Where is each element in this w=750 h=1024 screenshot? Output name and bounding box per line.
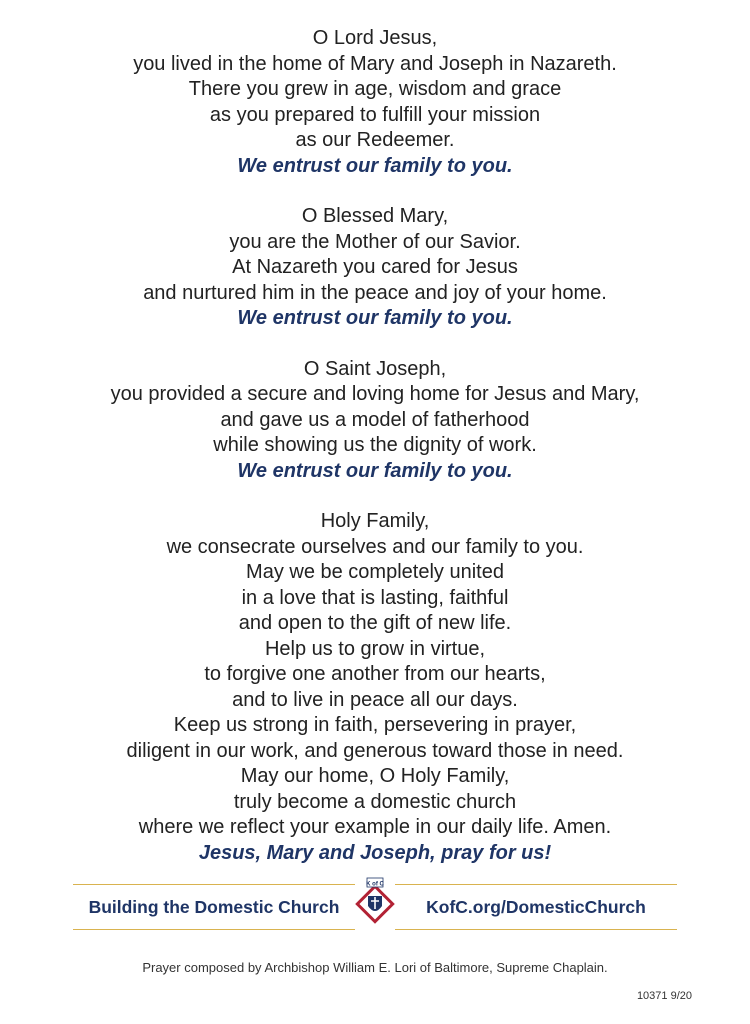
prayer-text (0, 26, 750, 891)
prayer-line: and gave us a model of fatherhood (220, 408, 530, 431)
prayer-line: and to live in peace all our days. (232, 688, 518, 711)
banner-website-link[interactable]: KofC.org/DomesticChurch (395, 884, 677, 930)
refrain-line: We entrust our family to you. (237, 154, 513, 177)
prayer-line: O Blessed Mary, (301, 205, 449, 227)
prayer-line: where we reflect your example in our daily life. Amen. (138, 816, 612, 838)
stanza-saint-joseph (0, 357, 750, 485)
emblem-letters: K of C (366, 881, 384, 888)
document-code: 10371 9/20 (636, 990, 692, 1002)
prayer-line: truly become a domestic church (233, 790, 517, 813)
prayer-line: you are the Mother of our Savior. (229, 230, 521, 253)
prayer-line: Keep us strong in faith, persevering in prayer, (173, 714, 577, 736)
prayer-line: O Saint Joseph, (303, 357, 447, 380)
prayer-line: At Nazareth you cared for Jesus (232, 256, 518, 278)
stanza-blessed-mary (0, 204, 750, 332)
refrain-line: We entrust our family to you. (237, 459, 513, 482)
prayer-line: There you grew in age, wisdom and grace (188, 78, 562, 100)
stanza-holy-family (0, 509, 750, 866)
domestic-church-banner (73, 881, 677, 930)
prayer-line: you lived in the home of Mary and Joseph in Nazareth. (133, 52, 617, 75)
prayer-line: while showing us the dignity of work. (213, 434, 537, 456)
prayer-line: to forgive one another from our hearts, (204, 663, 546, 685)
prayer-line: we consecrate ourselves and our family to you. (166, 535, 584, 558)
knights-of-columbus-emblem-icon (355, 876, 395, 938)
prayer-line: you provided a secure and loving home for Jesus and Mary, (110, 383, 640, 405)
prayer-line: O Lord Jesus, (312, 27, 438, 49)
prayer-line: and open to the gift of new life. (238, 612, 512, 634)
prayer-credit: Prayer composed by Archbishop William E. Lori of Baltimore, Supreme Chaplain. (142, 960, 608, 975)
prayer-line: May we be completely united (246, 561, 504, 583)
prayer-line: as you prepared to fulfill your mission (209, 103, 541, 126)
prayer-line: Holy Family, (320, 510, 430, 532)
refrain-line: We entrust our family to you. (237, 307, 513, 329)
prayer-line: Help us to grow in virtue, (264, 637, 486, 660)
banner-title: Building the Domestic Church (73, 884, 355, 930)
prayer-line: and nurtured him in the peace and joy of your home. (143, 281, 607, 304)
prayer-line: diligent in our work, and generous toward those in need. (126, 739, 624, 762)
stanza-lord-jesus (0, 26, 750, 179)
prayer-line: May our home, O Holy Family, (240, 765, 510, 787)
prayer-line: as our Redeemer. (295, 129, 455, 151)
emblem-graphic (355, 876, 395, 938)
prayer-line: in a love that is lasting, faithful (241, 586, 509, 609)
closing-refrain: Jesus, Mary and Joseph, pray for us! (198, 841, 552, 864)
